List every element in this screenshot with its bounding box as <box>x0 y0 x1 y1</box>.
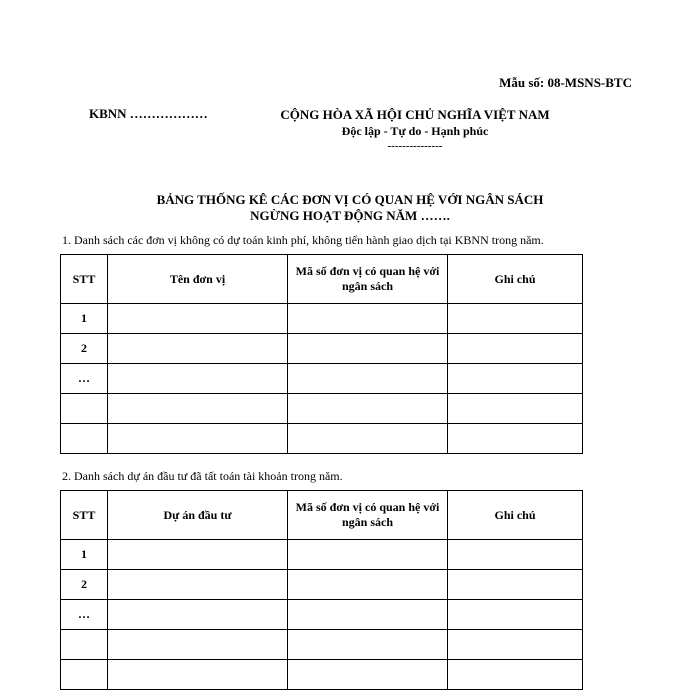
note-cell[interactable] <box>448 570 583 600</box>
header-separator: --------------- <box>387 140 443 152</box>
row-number: … <box>61 364 108 394</box>
column-header-project: Dự án đầu tư <box>108 491 288 540</box>
table-row <box>61 570 583 600</box>
column-header-code: Mã số đơn vị có quan hệ với ngân sách <box>288 255 448 304</box>
note-cell[interactable] <box>448 304 583 334</box>
table-header-row <box>61 491 583 540</box>
nation-name: CỘNG HÒA XÃ HỘI CHỦ NGHĨA VIỆT NAM <box>280 107 550 122</box>
title-line-2: NGỪNG HOẠT ĐỘNG NĂM ……. <box>250 208 450 223</box>
code-cell[interactable] <box>288 570 448 600</box>
code-cell[interactable] <box>288 304 448 334</box>
row-number: 2 <box>61 570 108 600</box>
project-cell[interactable] <box>108 570 288 600</box>
table-row <box>61 364 583 394</box>
note-cell[interactable] <box>448 334 583 364</box>
note-cell[interactable] <box>448 630 583 660</box>
row-number <box>61 394 108 424</box>
code-cell[interactable] <box>288 540 448 570</box>
title-line-1: BẢNG THỐNG KÊ CÁC ĐƠN VỊ CÓ QUAN HỆ VỚI NGÂN SÁCH <box>156 192 544 207</box>
table-row <box>61 394 583 424</box>
column-header-stt: STT <box>61 491 108 540</box>
table-row <box>61 304 583 334</box>
row-number: 1 <box>61 540 108 570</box>
code-cell[interactable] <box>288 394 448 424</box>
table-header-row <box>61 255 583 304</box>
column-header-code: Mã số đơn vị có quan hệ với ngân sách <box>288 491 448 540</box>
note-cell[interactable] <box>448 660 583 690</box>
project-cell[interactable] <box>108 630 288 660</box>
note-cell[interactable] <box>448 600 583 630</box>
row-number <box>61 660 108 690</box>
column-header-note: Ghi chú <box>448 491 583 540</box>
note-cell[interactable] <box>448 540 583 570</box>
unit-name-cell[interactable] <box>108 394 288 424</box>
project-cell[interactable] <box>108 540 288 570</box>
section-1-heading: 1. Danh sách các đơn vị không có dự toán kinh phí, không tiến hành giao dịch tại KBNN trong năm. <box>62 233 544 247</box>
table-row <box>61 424 583 454</box>
code-cell[interactable] <box>288 364 448 394</box>
table-row <box>61 660 583 690</box>
unit-name-cell[interactable] <box>108 334 288 364</box>
unit-name-cell[interactable] <box>108 364 288 394</box>
code-cell[interactable] <box>288 630 448 660</box>
unit-name-cell[interactable] <box>108 424 288 454</box>
table-row <box>61 334 583 364</box>
code-cell[interactable] <box>288 660 448 690</box>
column-header-unit-name: Tên đơn vị <box>108 255 288 304</box>
project-cell[interactable] <box>108 600 288 630</box>
table-row <box>61 600 583 630</box>
column-header-note: Ghi chú <box>448 255 583 304</box>
projects-table <box>60 490 583 690</box>
row-number: … <box>61 600 108 630</box>
code-cell[interactable] <box>288 600 448 630</box>
note-cell[interactable] <box>448 424 583 454</box>
note-cell[interactable] <box>448 394 583 424</box>
note-cell[interactable] <box>448 364 583 394</box>
column-header-stt: STT <box>61 255 108 304</box>
code-cell[interactable] <box>288 424 448 454</box>
units-table <box>60 254 583 454</box>
kbnn-label: KBNN ……………… <box>89 106 208 121</box>
row-number <box>61 424 108 454</box>
unit-name-cell[interactable] <box>108 304 288 334</box>
project-cell[interactable] <box>108 660 288 690</box>
document-title <box>60 192 640 224</box>
form-code: Mẫu số: 08-MSNS-BTC <box>499 75 632 90</box>
national-header <box>230 106 600 152</box>
row-number: 1 <box>61 304 108 334</box>
section-2-heading: 2. Danh sách dự án đầu tư đã tất toán tài khoản trong năm. <box>62 469 343 483</box>
row-number: 2 <box>61 334 108 364</box>
row-number <box>61 630 108 660</box>
table-row <box>61 540 583 570</box>
nation-motto: Độc lập - Tự do - Hạnh phúc <box>341 124 489 138</box>
code-cell[interactable] <box>288 334 448 364</box>
table-row <box>61 630 583 660</box>
